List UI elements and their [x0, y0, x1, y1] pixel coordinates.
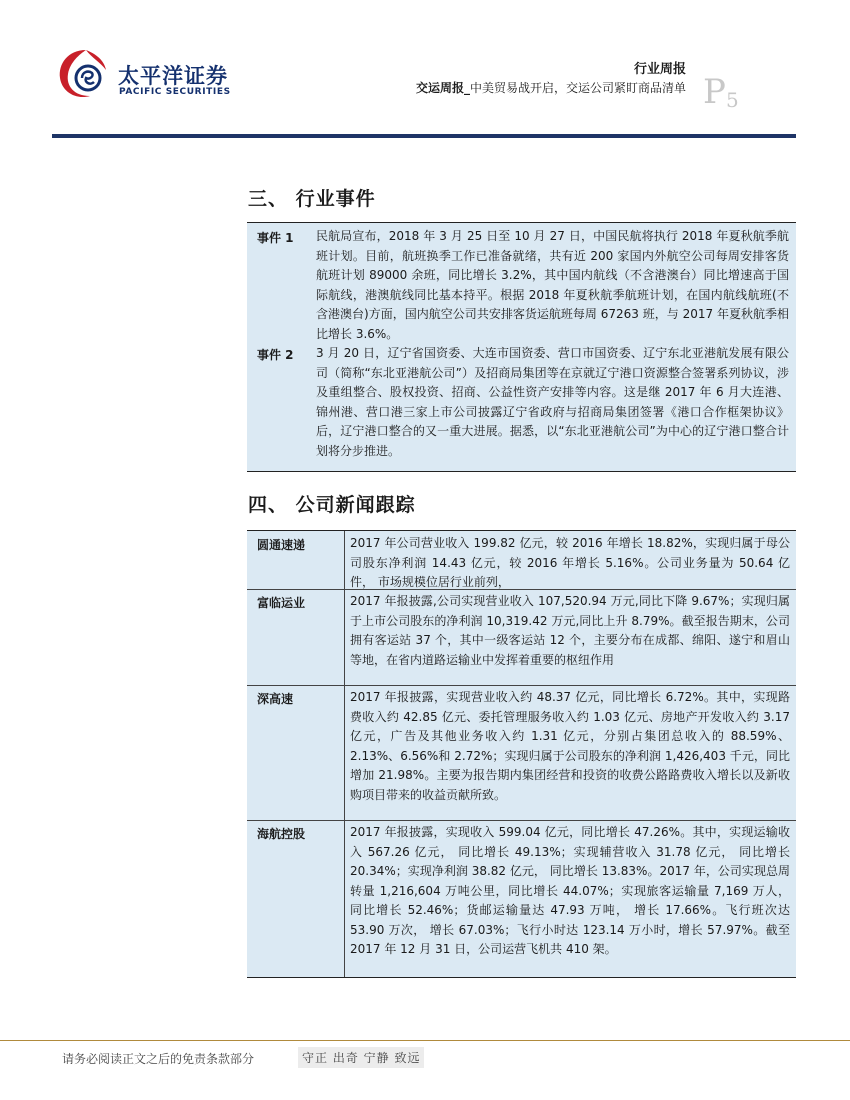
news-text: 2017 年报披露，实现营业收入约 48.37 亿元，同比增长 6.72%。其中，实现路费收入约 42.85 亿元、委托管理服务收入约 1.03 亿元、房地产开发收入约 3.17 亿元，广告及其他业务收入约 1.31 亿元，分别占集团总收入的 88.59%、2.13%、6.56%和 2.72%；实现归属于公司股东的净利润 1,426,403 千元，同比增加 21.98%。主要为报告期内集团经营和投资的收费公路路费收入增长以及新收购项目带来的收益贡献所致。 [350, 690, 790, 802]
event-label: 事件 2 [257, 348, 294, 362]
footer-divider [0, 1040, 850, 1041]
row-divider [247, 589, 796, 590]
section-title-industry-events: 三、 行业事件 [248, 188, 376, 210]
report-title-prefix: 交运周报_ [415, 81, 470, 95]
page-letter: P [703, 72, 726, 112]
company-name: 海航控股 [257, 827, 306, 841]
report-type: 行业周报 [633, 62, 686, 77]
report-title [416, 79, 686, 96]
event-text: 3 月 20 日，辽宁省国资委、大连市国资委、营口市国资委、辽宁东北亚港航发展有限公司（简称“东北亚港航公司”）及招商局集团等在京就辽宁港口资源整合签署系列协议，涉及重组整合、股权投资、招商、公益性资产安排等内容。这是继 2017 年 6 月大连港、锦州港、营口港三家上市公司披露辽宁省政府与招商局集团签署《港口合作框架协议》后，辽宁港口整合的又一重大进展。据悉，以“东北亚港航公司”为中心的辽宁港口整合计划将分步推进。 [316, 346, 789, 458]
row-divider [247, 685, 796, 686]
company-news-table [247, 530, 796, 978]
pacific-securities-logo-icon [56, 46, 112, 102]
news-text: 2017 年报披露,公司实现营业收入 107,520.94 万元,同比下降 9.67%；实现归属于上市公司股东的净利润 10,319.42 万元,同比上升 8.79%。截至报告期末，公司拥有客运站 37 个，其中一级客运站 12 个，主要分布在成都、绵阳、遂宁和眉山等地，在省内道路运输业中发挥着重要的枢纽作用 [350, 594, 790, 667]
company-name: 圆通速递 [257, 538, 306, 552]
company-name: 富临运业 [257, 596, 306, 610]
news-text: 2017 年报披露，实现收入 599.04 亿元，同比增长 47.26%。其中，实现运输收入 567.26 亿元， 同比增长 49.13%；实现辅营收入 31.78 亿元， 同比增长 20.34%；实现净利润 38.82 亿元， 同比增长 13.83%。2017 年，公司实现总周转量 1,216,604 万吨公里，同比增长 44.07%；实现旅客运输量 7,169 万人， 同比增长 52.46%；货邮运输量达 47.93 万吨， 增长 17.66%。飞行班次达 53.90 万次， 增长 67.03%；飞行小时达 123.14 万小时，增长 57.97%。截至 2017 年 12 月 31 日，公司运营飞机共 410 架。 [350, 825, 790, 956]
row-divider [247, 820, 796, 821]
page-number: 5 [726, 88, 739, 112]
page-header [0, 0, 850, 140]
report-title-rest: 中美贸易战开启，交运公司紧盯商品清单 [469, 81, 686, 95]
brand-name-en: PACIFIC SECURITIES [119, 87, 231, 97]
footer-disclaimer: 请务必阅读正文之后的免责条款部分 [62, 1052, 255, 1066]
header-divider [52, 134, 796, 138]
section-title-company-news: 四、 公司新闻跟踪 [248, 494, 416, 516]
industry-events-table [247, 222, 796, 472]
brand-name-cn: 太平洋证券 [118, 64, 228, 88]
event-label: 事件 1 [257, 231, 294, 245]
company-name: 深高速 [257, 692, 294, 706]
news-text: 2017 年公司营业收入 199.82 亿元，较 2016 年增长 18.82%，实现归属于母公司股东净利润 14.43 亿元，较 2016 年增长 5.16%。公司业务量为 50.64 亿件， 市场规模位居行业前列， [350, 536, 790, 589]
footer-motto: 守正 出奇 宁静 致远 [298, 1047, 424, 1068]
column-divider [344, 531, 345, 977]
event-text: 民航局宣布，2018 年 3 月 25 日至 10 月 27 日，中国民航将执行 2018 年夏秋航季航班计划。目前，航班换季工作已准备就绪，共有近 200 家国内外航空公司每周安排客货航班计划 89000 余班，同比增长 3.2%，其中国内航线（不含港澳台）同比增速高于国际航线，港澳航线同比基本持平。根据 2018 年夏秋航季航班计划，在国内航线航班(不含港澳台)方面，国内航空公司共安排客货运航班每周 67263 班，与 2017 年夏秋航季相比增长 3.6%。 [316, 229, 789, 341]
